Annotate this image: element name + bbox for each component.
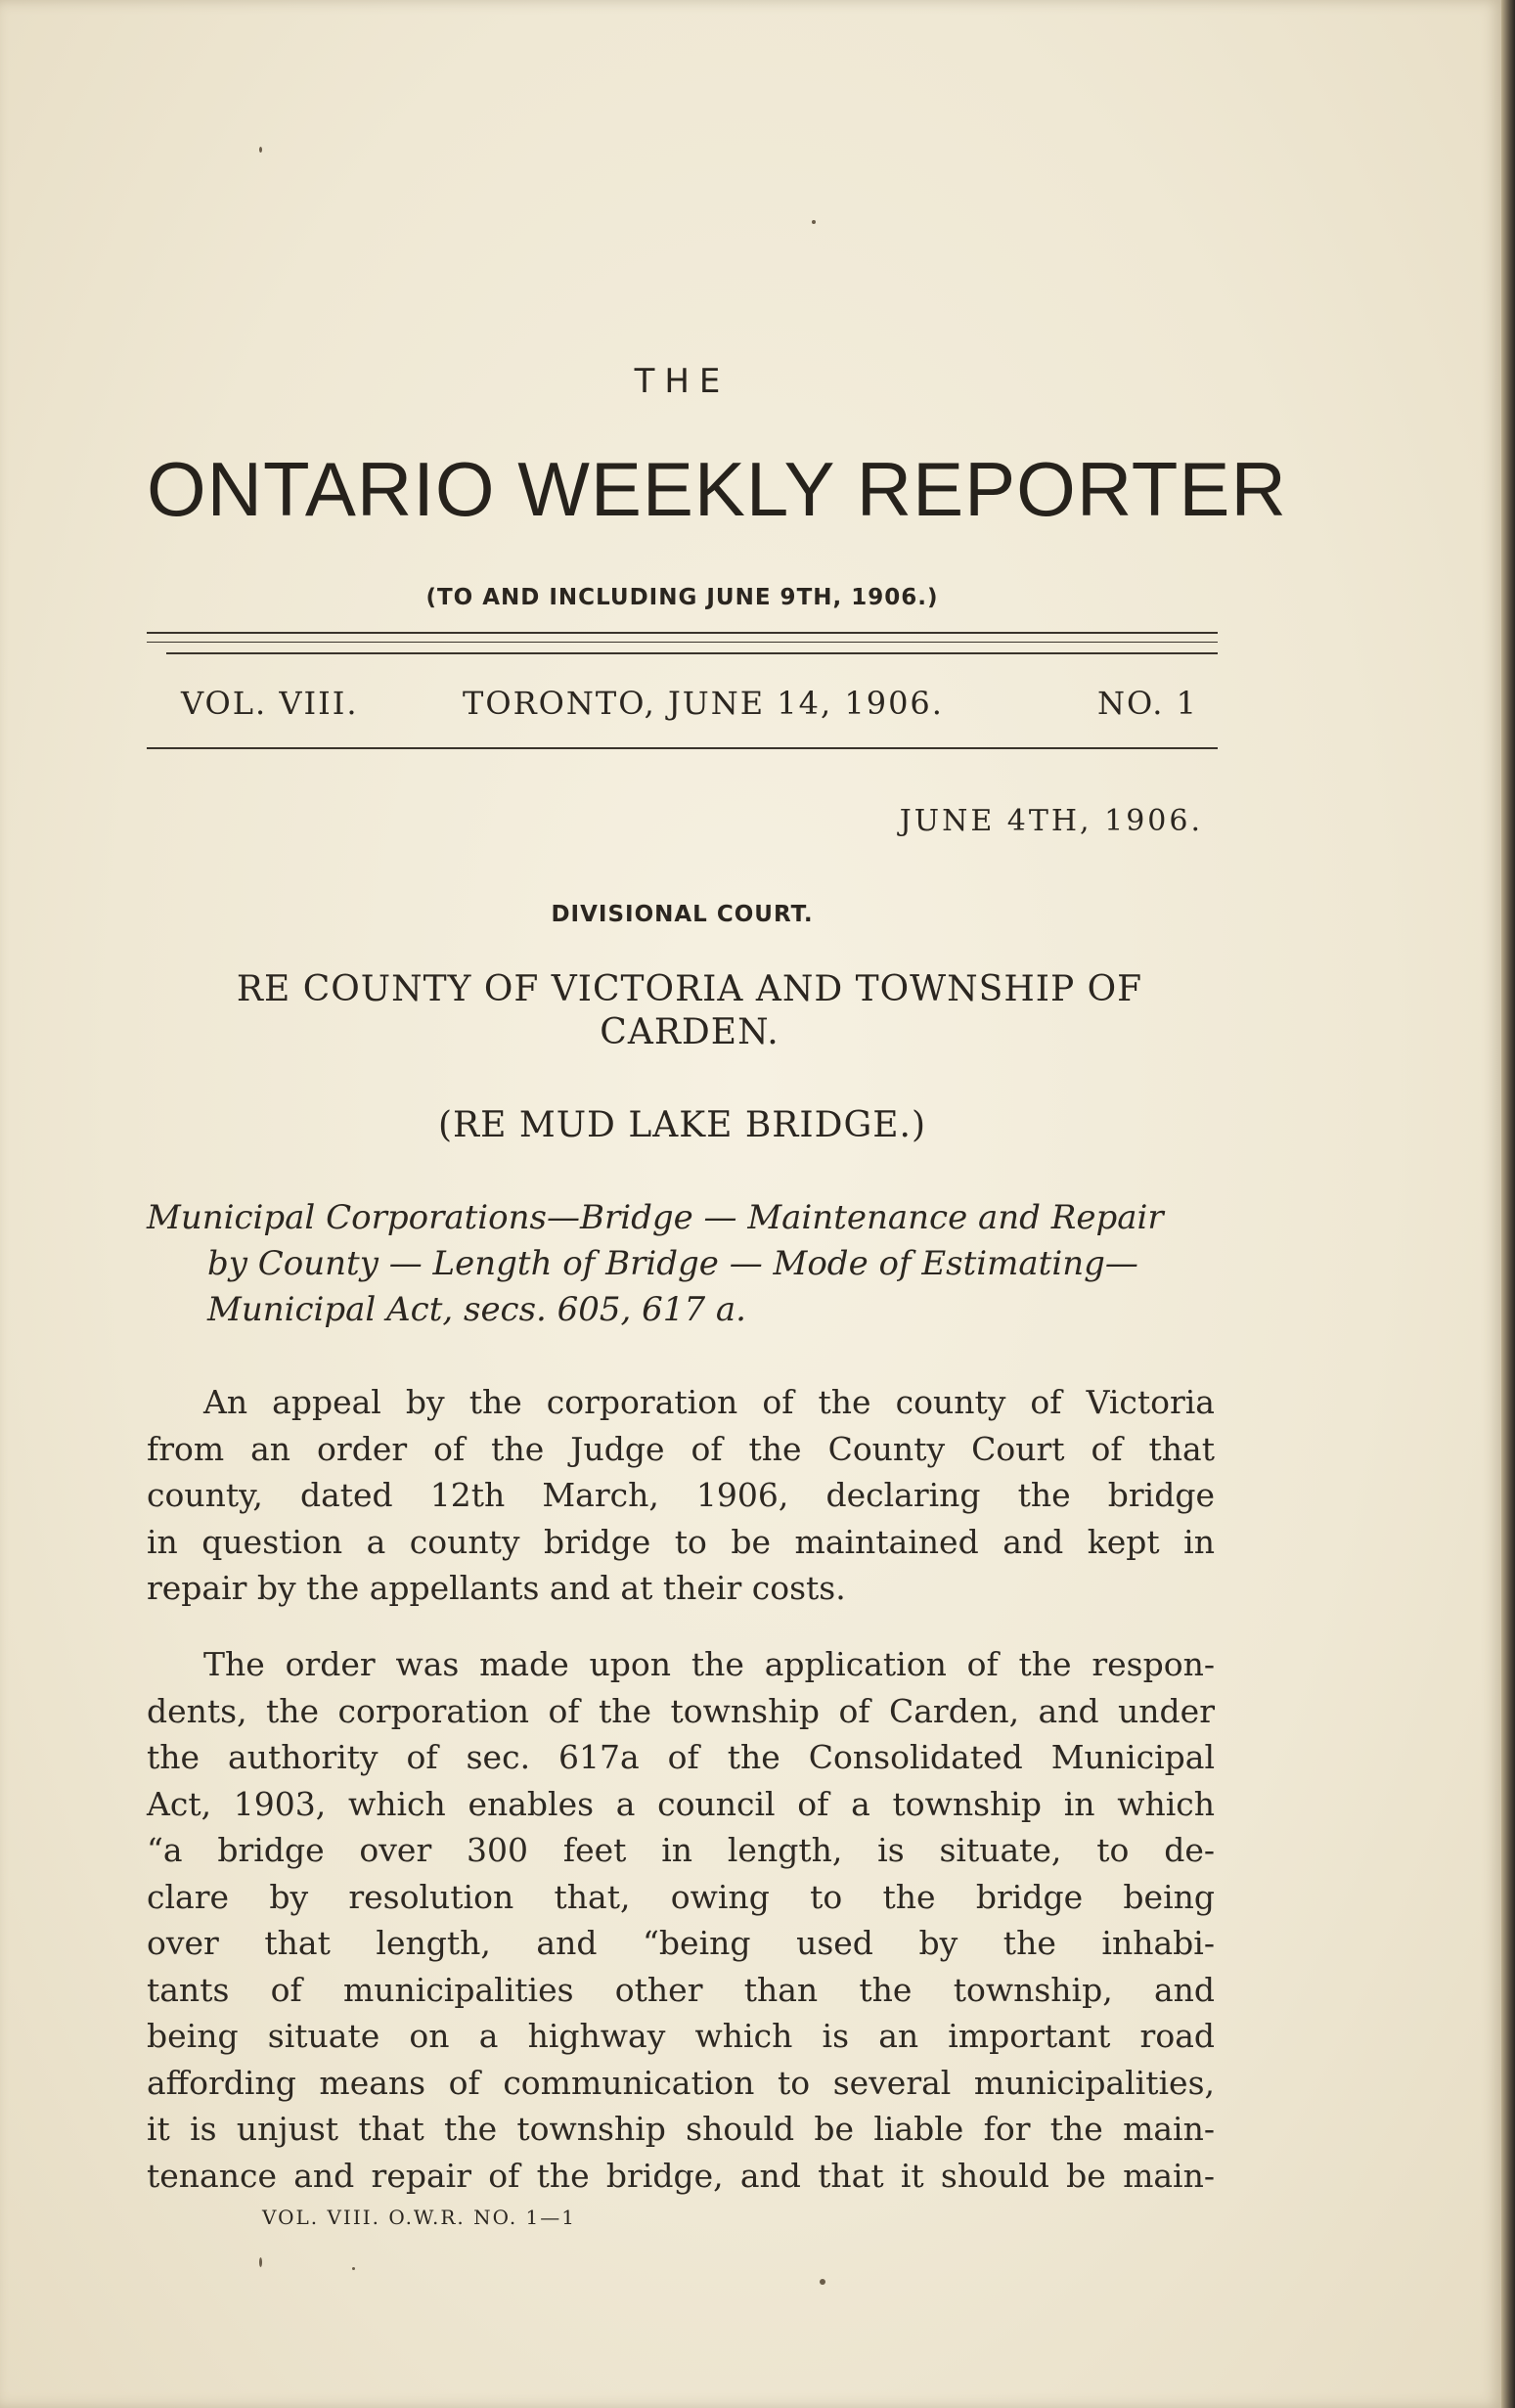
- rule-double-top: [147, 632, 1218, 634]
- decision-date: JUNE 4TH, 1906.: [899, 804, 1203, 838]
- paragraph-line: county, dated 12th March, 1906, declaring the bridge: [147, 1476, 1215, 1514]
- issue-number: NO. 1: [1096, 685, 1198, 722]
- rule-double-middle: [147, 642, 1218, 643]
- rule-below-issue: [147, 747, 1218, 749]
- case-subtitle: (RE MUD LAKE BRIDGE.): [437, 1105, 927, 1145]
- paragraph-appeal: [147, 1379, 1215, 1612]
- headnote-line: by County — Length of Bridge — Mode of Estimating—: [207, 1244, 1138, 1283]
- paragraph-line: dents, the corporation of the township of Carden, and under: [147, 1691, 1215, 1730]
- masthead-subtitle: (TO AND INCLUDING JUNE 9TH, 1906.): [425, 585, 939, 610]
- case-title-line-2: CARDEN.: [600, 1012, 780, 1052]
- issue-place-date: TORONTO, JUNE 14, 1906.: [463, 685, 944, 722]
- issue-volume: VOL. VIII.: [181, 685, 359, 722]
- case-title: [161, 968, 1218, 1054]
- paper-speck: [812, 220, 816, 224]
- headnote: [147, 1195, 1213, 1333]
- headnote-line: Municipal Act, secs. 605, 617 a.: [207, 1290, 746, 1329]
- paragraph-line: Act, 1903, which enables a council of a township in which: [147, 1784, 1215, 1823]
- paragraph-line: tenance and repair of the bridge, and that it should be main-: [147, 2156, 1215, 2195]
- paragraph-line: over that length, and “being used by the inhabi-: [147, 1924, 1215, 1962]
- paragraph-line: “a bridge over 300 feet in length, is situate, to de-: [147, 1831, 1215, 1869]
- masthead-title: ONTARIO WEEKLY REPORTER: [147, 446, 1287, 532]
- paper-speck: [352, 2267, 355, 2270]
- paragraph-line: The order was made upon the application of the respon-: [203, 1645, 1215, 1683]
- paragraph-line: affording means of communication to several municipalities,: [147, 2063, 1215, 2102]
- page-signature: VOL. VIII. O.W.R. NO. 1—1: [262, 2206, 577, 2229]
- page-edge-shadow: [1501, 0, 1515, 2408]
- court-heading: DIVISIONAL COURT.: [551, 902, 814, 927]
- paper-speck: [259, 2257, 262, 2267]
- paragraph-line: repair by the appellants and at their costs.: [147, 1569, 846, 1607]
- paragraph-line: it is unjust that the township should be liable for the main-: [147, 2110, 1215, 2148]
- case-title-line-1: RE COUNTY OF VICTORIA AND TOWNSHIP OF: [236, 969, 1143, 1009]
- paragraph-line: from an order of the Judge of the County Court of that: [147, 1429, 1215, 1468]
- masthead-the: THE: [634, 362, 731, 401]
- paragraph-order: [147, 1641, 1215, 2199]
- paragraph-line: tants of municipalities other than the township, and: [147, 1970, 1215, 2009]
- paragraph-line: clare by resolution that, owing to the bridge being: [147, 1877, 1215, 1916]
- paragraph-line: An appeal by the corporation of the county of Victoria: [203, 1383, 1215, 1421]
- paragraph-line: being situate on a highway which is an important road: [147, 2017, 1215, 2055]
- paragraph-line: the authority of sec. 617a of the Consolidated Municipal: [147, 1738, 1215, 1776]
- paper-speck: [820, 2279, 825, 2285]
- rule-double-bottom: [166, 652, 1218, 654]
- paragraph-line: in question a county bridge to be maintained and kept in: [147, 1522, 1215, 1561]
- paper-speck: [259, 147, 262, 153]
- headnote-line: Municipal Corporations—Bridge — Maintenance and Repair: [147, 1198, 1164, 1237]
